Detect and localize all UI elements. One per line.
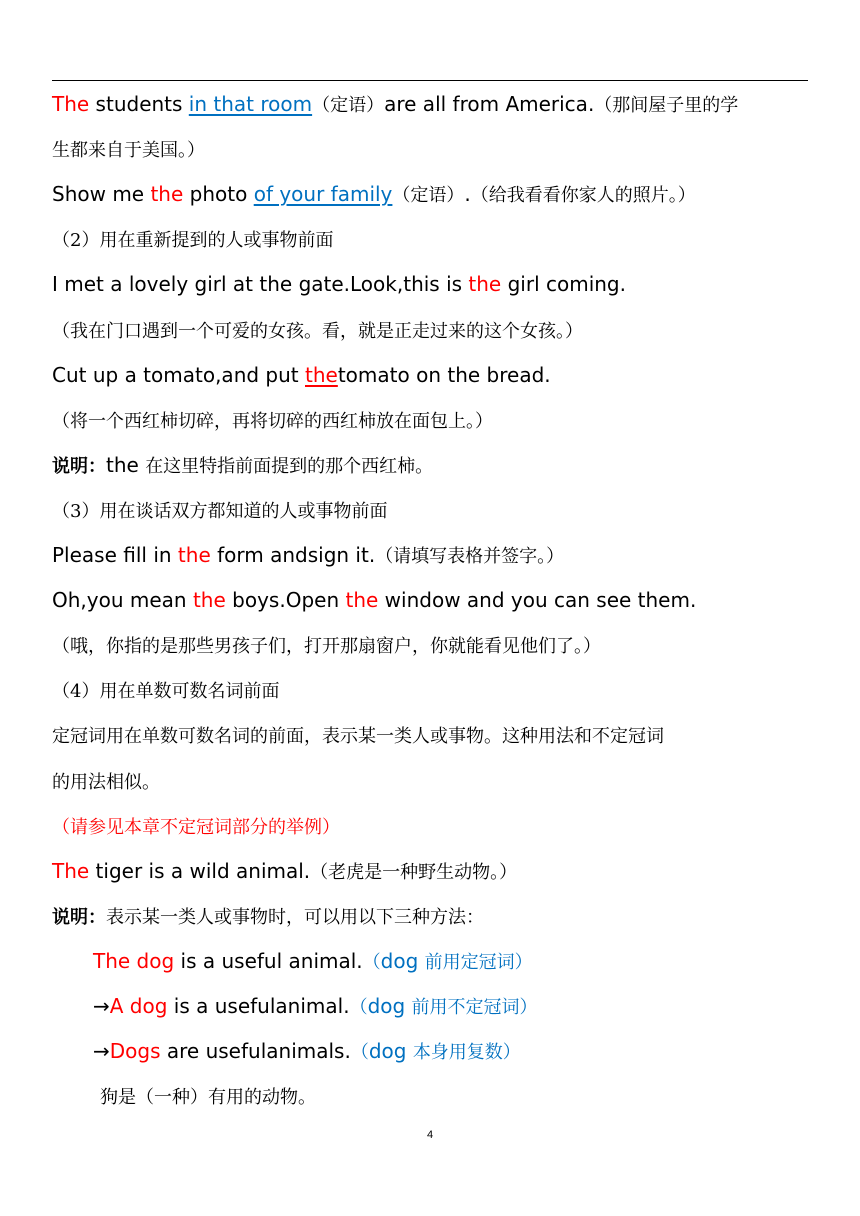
text-segment: 狗是（一种）有用的动物。 [100,1087,316,1108]
text-segment: the [468,272,502,296]
text-segment: The [52,859,90,883]
text-segment: （定语） [392,185,465,206]
page-number: 4 [426,1129,434,1141]
text-segment: is a usefulanimal. [167,994,350,1018]
text-segment: Show me [52,182,151,206]
text-segment: （请填写表格并签字。） [375,546,565,567]
text-segment: （ [362,952,381,973]
text-segment: 定冠词用在单数可数名词的前面，表示某一类人或事物。这种用法和不定冠词 [52,726,664,747]
text-line-11 [52,541,564,569]
text-segment: （ [349,997,368,1018]
text-segment: students [89,92,189,116]
text-line-5 [52,270,626,298]
text-segment: are usefulanimals. [160,1039,351,1063]
text-segment: （哦，你指的是那些男孩子们，打开那扇窗户，你就能看见他们了。） [52,636,601,657]
text-segment: （那间屋子里的学 [594,95,739,116]
text-segment: I met a lovely girl at the gate.Look,this is [52,272,469,296]
text-line-15 [52,721,664,749]
text-line-2 [52,135,205,163]
text-segment: photo [183,182,254,206]
text-segment: are all from America. [384,92,595,116]
text-line-10 [52,496,387,524]
text-line-23 [100,1082,316,1110]
text-segment: 说明： [52,907,106,928]
text-segment: The [52,92,90,116]
text-segment: is a useful animal. [174,949,363,973]
text-segment: 前用不定冠词） [411,997,538,1018]
text-line-12 [52,586,696,614]
text-segment: A dog [109,994,168,1018]
text-segment: （给我看看你家人的照片。） [470,185,696,206]
text-segment: the [177,543,211,567]
text-segment: the [345,588,379,612]
text-segment: the [106,453,146,477]
text-segment: （3）用在谈话双方都知道的人或事物前面 [52,501,388,522]
text-segment: Please fill in [52,543,178,567]
text-segment: . [464,182,471,206]
text-line-13 [52,631,601,659]
text-line-17 [52,812,340,840]
text-segment: the [305,363,338,387]
header-rule [52,80,808,81]
text-segment: （老虎是一种野生动物。） [310,862,518,883]
text-segment: form andsign it. [210,543,376,567]
text-segment: （定语） [312,95,385,116]
text-segment: the [150,182,184,206]
text-line-4 [52,225,333,253]
text-segment: （4）用在单数可数名词前面 [52,681,280,702]
text-segment: girl coming. [501,272,626,296]
text-segment: 在这里特指前面提到的那个西红柿。 [145,456,434,477]
text-line-3 [52,180,696,208]
text-segment: 表示某一类人或事物时，可以用以下三种方法： [106,907,484,928]
text-segment: 的用法相似。 [52,772,160,793]
text-line-7 [52,361,551,389]
text-line-21 [93,992,538,1020]
text-line-9 [52,451,433,479]
text-line-14 [52,676,279,704]
text-segment: → [93,1039,110,1063]
text-line-22 [93,1037,521,1065]
text-segment: The dog [93,949,175,973]
text-segment: window and you can see them. [378,588,697,612]
text-segment: boys.Open [225,588,346,612]
text-line-19 [52,902,484,930]
text-line-8 [52,406,493,434]
text-segment: 本身用复数） [412,1042,521,1063]
text-segment: （请参见本章不定冠词部分的举例） [52,817,340,838]
text-segment: tiger is a wild animal. [89,859,311,883]
text-line-18 [52,857,517,885]
text-line-1 [52,90,738,118]
text-segment: tomato on the bread. [337,363,551,387]
text-line-6 [52,316,583,344]
text-segment: （2）用在重新提到的人或事物前面 [52,230,334,251]
text-segment: Dogs [109,1039,161,1063]
text-segment: 前用定冠词） [424,952,533,973]
text-line-20 [93,947,533,975]
text-segment: the [192,588,226,612]
text-segment: Cut up a tomato,and put [52,363,305,387]
text-segment: dog [368,1039,413,1063]
text-segment: → [93,994,110,1018]
text-segment: （将一个西红柿切碎，再将切碎的西红柿放在面包上。） [52,411,493,432]
text-segment: dog [380,949,425,973]
text-line-16 [52,767,160,795]
text-segment: 生都来自于美国。） [52,140,205,161]
text-segment: （ [350,1042,369,1063]
text-segment: Oh,you mean [52,588,193,612]
text-segment: （我在门口遇到一个可爱的女孩。看，就是正走过来的这个女孩。） [52,321,583,342]
text-segment: in that room [188,92,313,116]
text-segment: dog [367,994,412,1018]
text-segment: 说明： [52,456,106,477]
text-segment: of your family [253,182,393,206]
